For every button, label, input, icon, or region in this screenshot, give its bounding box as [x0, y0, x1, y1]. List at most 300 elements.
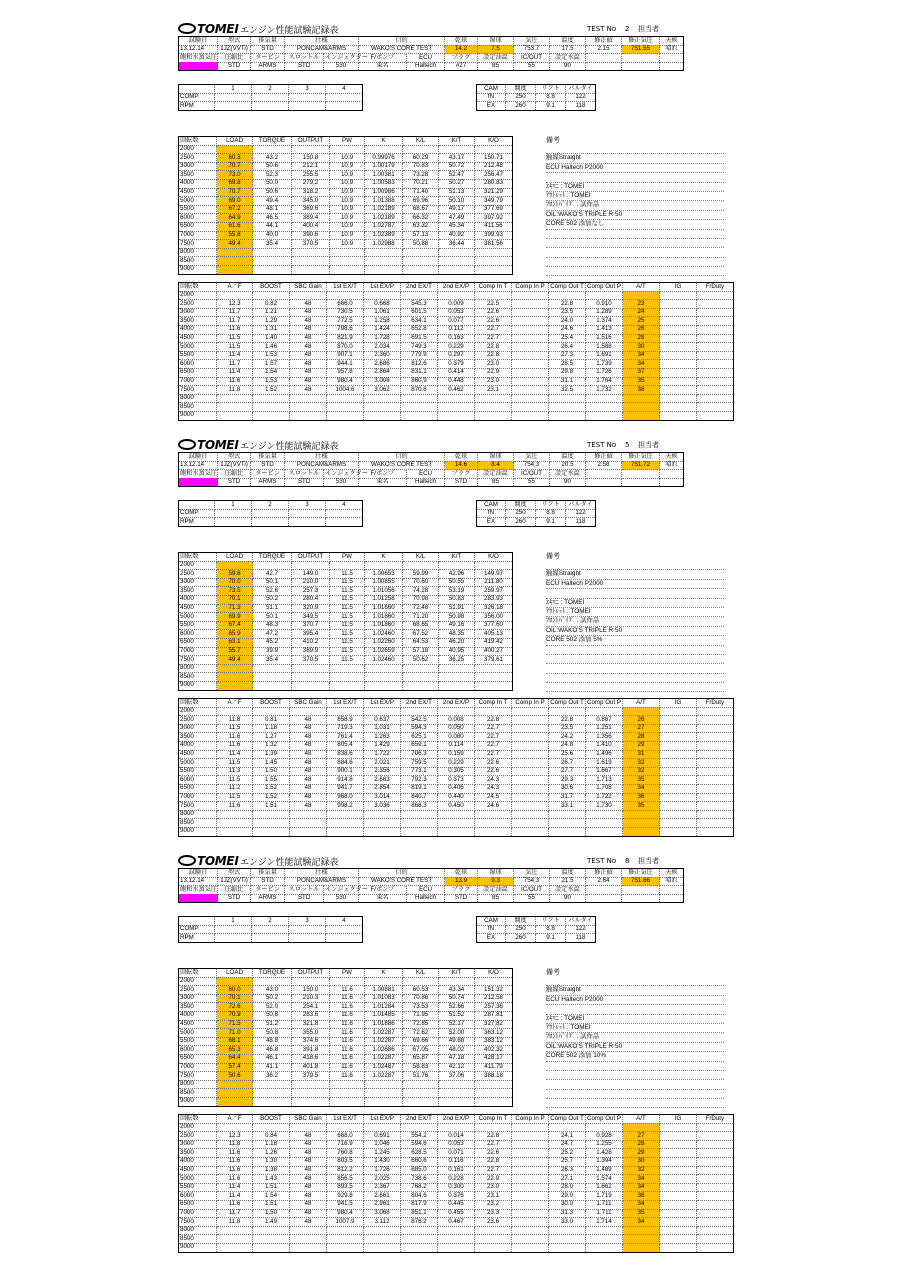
performance-cell: 1.02260 [365, 638, 403, 647]
exhaust-cell [697, 300, 734, 309]
exhaust-cell: 0.867 [586, 716, 623, 725]
exhaust-cell: 48 [290, 377, 327, 386]
exhaust-row [179, 394, 734, 403]
exhaust-cell: 0.467 [438, 1218, 475, 1227]
empty-cell [365, 664, 403, 673]
performance-head-cell: K/L [403, 969, 439, 978]
note-line [546, 230, 724, 239]
rpm-cell: 5000 [179, 613, 217, 622]
exhaust-cell: 1.424 [364, 325, 401, 334]
exhaust-cell [697, 360, 734, 369]
info-value-cell: 13.12.14 [179, 45, 218, 54]
empty-cell [438, 1226, 475, 1235]
empty-cell [253, 291, 290, 300]
info-header-cell: 気圧 [514, 869, 550, 878]
empty-cell [327, 827, 364, 836]
exhaust-cell: 1.394 [586, 1157, 623, 1166]
exhaust-cell: 27.1 [549, 1175, 586, 1184]
exhaust-cell [660, 793, 697, 802]
exhaust-cell: 1.516 [586, 334, 623, 343]
exhaust-cell: 22.8 [475, 343, 512, 352]
exhaust-cell: 22.7 [475, 1166, 512, 1175]
exhaust-cell: 0.163 [438, 334, 475, 343]
performance-cell: 1.00653 [365, 570, 403, 579]
exhaust-cell: 11.7 [217, 1209, 253, 1218]
exhaust-cell: 24.0 [549, 317, 586, 326]
empty-cell [475, 248, 513, 257]
exhaust-cell [660, 351, 697, 360]
performance-cell: 10.9 [330, 222, 365, 231]
exhaust-head-cell: IG [660, 1115, 697, 1124]
performance-row [179, 1089, 513, 1098]
performance-cell: 1.02787 [365, 222, 403, 231]
exhaust-cell: 1.708 [586, 784, 623, 793]
performance-cell: 11.5 [330, 595, 365, 604]
comp-row [179, 518, 363, 527]
document-title: エンジン性能試験記録表 [240, 858, 339, 868]
performance-cell: 49.17 [439, 205, 475, 214]
empty-cell [586, 1226, 623, 1235]
empty-cell [403, 977, 439, 986]
exhaust-cell: 594.3 [401, 724, 438, 733]
rpm-cell: 6000 [179, 1192, 217, 1201]
exhaust-cell: 2.360 [364, 351, 401, 360]
exhaust-cell: 1.18 [253, 724, 290, 733]
exhaust-cell: 25.7 [549, 1157, 586, 1166]
rpm-cell: 7500 [179, 1072, 217, 1081]
cylinder-number: 3 [289, 917, 326, 926]
exhaust-row [179, 317, 734, 326]
info-spec-value-cell: 55 [514, 478, 550, 487]
info-spec-value-cell: 530 [324, 478, 359, 487]
empty-cell [365, 681, 403, 690]
performance-row [179, 613, 513, 622]
performance-cell: 43.34 [439, 986, 475, 995]
rpm-cell: 3500 [179, 733, 217, 742]
info-spec-value-cell: STD [285, 478, 324, 487]
performance-cell: 39.9 [253, 647, 292, 656]
performance-cell: 60.0 [217, 986, 253, 995]
exhaust-cell [697, 750, 734, 759]
empty-cell [439, 1080, 475, 1089]
exhaust-cell: 0.229 [438, 343, 475, 352]
exhaust-head-cell: Comp In P [512, 1115, 549, 1124]
empty-cell [253, 707, 290, 716]
comp-row [179, 93, 363, 102]
exhaust-cell [660, 741, 697, 750]
exhaust-cell: 1.713 [586, 776, 623, 785]
performance-row [179, 231, 513, 240]
performance-cell: 10.9 [330, 188, 365, 197]
empty-cell [512, 1226, 549, 1235]
exhaust-cell: 29.8 [549, 368, 586, 377]
exhaust-cell: 29.3 [549, 776, 586, 785]
empty-cell [475, 1235, 512, 1244]
note-line [546, 1071, 724, 1080]
exhaust-cell: 26 [623, 325, 660, 334]
exhaust-cell [660, 802, 697, 811]
cam-cell: 260 [506, 518, 536, 527]
exhaust-cell: 11.6 [217, 325, 253, 334]
exhaust-row [179, 784, 734, 793]
exhaust-cell: 1.496 [586, 750, 623, 759]
rpm-cell: 7000 [179, 647, 217, 656]
exhaust-cell: 0.81 [253, 716, 290, 725]
info-value-cell: PONCAM&ARMS [285, 877, 359, 886]
exhaust-cell: 29.0 [549, 1192, 586, 1201]
empty-cell [253, 810, 290, 819]
exhaust-cell: 1.489 [586, 1166, 623, 1175]
exhaust-cell: 1004.6 [327, 386, 364, 395]
empty-cell [586, 707, 623, 716]
exhaust-cell [697, 724, 734, 733]
cam-head-cell: CAM [477, 917, 506, 926]
exhaust-cell: 23.5 [549, 724, 586, 733]
exhaust-cell: 893.5 [327, 1183, 364, 1192]
exhaust-head-cell: 2nd EX/P [438, 699, 475, 708]
performance-head-cell: K [365, 969, 403, 978]
info-value-cell: 晴れ [660, 45, 684, 54]
sheet-header [178, 438, 723, 452]
empty-cell [252, 102, 289, 111]
exhaust-head-cell: 回転数 [179, 699, 217, 708]
exhaust-row [179, 403, 734, 412]
empty-cell [401, 394, 438, 403]
cylinder-number: 2 [252, 917, 289, 926]
info-spec-header-cell: ECU [407, 54, 445, 63]
performance-cell: 41.1 [253, 1063, 292, 1072]
exhaust-row [179, 1183, 734, 1192]
cam-head-cell: 開度 [506, 501, 536, 510]
empty-cell [292, 664, 330, 673]
empty-cell [475, 819, 512, 828]
empty-cell [660, 394, 697, 403]
info-value-cell: 751.72 [622, 461, 660, 470]
exhaust-cell: 760.8 [327, 1149, 364, 1158]
rpm-cell: 2000 [179, 977, 217, 986]
performance-cell: 73.0 [217, 171, 253, 180]
exhaust-cell [512, 1218, 549, 1227]
exhaust-cell [697, 317, 734, 326]
note-line [546, 1099, 724, 1108]
exhaust-row [179, 377, 734, 386]
empty-cell [253, 145, 292, 154]
performance-head-cell: PW [330, 969, 365, 978]
exhaust-cell: 3.068 [364, 1209, 401, 1218]
cam-head-cell: リフト [536, 85, 566, 94]
exhaust-cell [512, 733, 549, 742]
performance-cell: 150.8 [292, 154, 330, 163]
exhaust-cell: 30.0 [549, 1200, 586, 1209]
performance-row [179, 673, 513, 682]
empty-cell [660, 54, 684, 63]
empty-cell [364, 394, 401, 403]
exhaust-cell: 22.6 [475, 317, 512, 326]
exhaust-cell: 1.258 [364, 317, 401, 326]
performance-cell: 48.8 [253, 1037, 292, 1046]
exhaust-cell: 0.161 [438, 1166, 475, 1175]
empty-cell [512, 394, 549, 403]
cam-cell: 250 [506, 93, 536, 102]
empty-cell [660, 1235, 697, 1244]
rpm-cell: 9000 [179, 681, 217, 690]
performance-head-cell: TORQUE [253, 137, 292, 146]
logo-ring-icon [178, 855, 196, 866]
empty-cell [401, 707, 438, 716]
performance-cell: 50.83 [439, 595, 475, 604]
exhaust-cell [697, 343, 734, 352]
exhaust-cell [512, 750, 549, 759]
performance-row [179, 1029, 513, 1038]
exhaust-cell: 27 [623, 724, 660, 733]
performance-cell: 11.6 [330, 1063, 365, 1072]
performance-head-cell: K [365, 553, 403, 562]
exhaust-cell: 1.726 [586, 368, 623, 377]
empty-cell [586, 819, 623, 828]
exhaust-cell: 24.8 [549, 741, 586, 750]
performance-cell: 57.13 [403, 231, 439, 240]
performance-cell: 55.8 [217, 231, 253, 240]
cam-head-cell: バルタイ [566, 85, 596, 94]
empty-cell [253, 1243, 290, 1252]
exhaust-cell: 27 [623, 1132, 660, 1141]
rpm-cell: 2500 [179, 570, 217, 579]
exhaust-cell [697, 1209, 734, 1218]
info-spec-value-cell: STD [445, 894, 478, 903]
exhaust-row [179, 1166, 734, 1175]
performance-head-cell: K/O [475, 137, 513, 146]
empty-cell [623, 1243, 660, 1252]
exhaust-cell: 48 [290, 793, 327, 802]
exhaust-head-cell: 1st EX/P [364, 1115, 401, 1124]
performance-cell: 68.1 [217, 1037, 253, 1046]
performance-cell: 280.83 [475, 179, 513, 188]
exhaust-cell [512, 377, 549, 386]
info-value-cell: 1JZ(VVTi) [218, 877, 251, 886]
performance-cell: 50.2 [253, 994, 292, 1003]
performance-cell: 10.9 [330, 171, 365, 180]
empty-cell [512, 411, 549, 420]
tomei-logo [178, 854, 239, 868]
exhaust-row [179, 1200, 734, 1209]
exhaust-cell: 792.3 [401, 776, 438, 785]
empty-cell [586, 810, 623, 819]
empty-cell [660, 886, 684, 895]
exhaust-cell: 840.7 [401, 793, 438, 802]
rpm-cell: 8000 [179, 394, 217, 403]
empty-cell [290, 707, 327, 716]
exhaust-row [179, 767, 734, 776]
exhaust-cell: 1.428 [586, 1149, 623, 1158]
performance-cell: 49.4 [217, 656, 253, 665]
exhaust-cell: 1.29 [253, 317, 290, 326]
note-line [546, 589, 724, 598]
rpm-cell: 4000 [179, 595, 217, 604]
exhaust-cell: 22.6 [475, 767, 512, 776]
exhaust-row [179, 776, 734, 785]
empty-cell [403, 673, 439, 682]
comp-row-label: RPM [179, 518, 215, 527]
empty-cell [438, 1123, 475, 1132]
exhaust-cell [512, 1157, 549, 1166]
performance-cell: 36.2 [253, 1072, 292, 1081]
empty-cell [217, 257, 253, 266]
info-header-cell: 型式 [218, 869, 251, 878]
exhaust-cell: 31.7 [549, 793, 586, 802]
exhaust-cell [697, 334, 734, 343]
exhaust-cell: 0.691 [364, 1132, 401, 1141]
info-spec-value-row [179, 62, 684, 71]
performance-cell: 51.1 [253, 604, 292, 613]
exhaust-cell: 34 [623, 1218, 660, 1227]
notes-title: 備考 [546, 136, 560, 144]
exhaust-cell: 22.7 [475, 1140, 512, 1149]
exhaust-head-cell: SBC Gain [290, 1115, 327, 1124]
performance-cell: 50.8 [253, 1011, 292, 1020]
rpm-cell: 4500 [179, 1020, 217, 1029]
performance-cell: 71.95 [403, 1011, 439, 1020]
empty-cell [327, 1123, 364, 1132]
info-header-cell: 天候 [660, 869, 684, 878]
performance-cell: 73.28 [403, 171, 439, 180]
empty-cell [292, 265, 330, 274]
empty-cell [217, 394, 253, 403]
performance-cell: 345.0 [292, 197, 330, 206]
empty-cell [364, 291, 401, 300]
performance-row [179, 578, 513, 587]
info-header-cell: 温度 [550, 453, 586, 462]
empty-cell [623, 403, 660, 412]
empty-cell [292, 248, 330, 257]
rpm-cell: 3000 [179, 994, 217, 1003]
empty-cell [217, 561, 253, 570]
exhaust-cell: 0.229 [438, 759, 475, 768]
cam-cell: IN [477, 93, 506, 102]
empty-cell [586, 827, 623, 836]
exhaust-cell [512, 325, 549, 334]
performance-cell: 389.4 [292, 214, 330, 223]
info-value-cell: PONCAM&ARMS [285, 45, 359, 54]
empty-cell [253, 673, 292, 682]
exhaust-head-cell: A/T [623, 699, 660, 708]
exhaust-cell: 812.6 [401, 360, 438, 369]
note-line: CORE 502 添加 10% [546, 1052, 724, 1061]
empty-cell [623, 394, 660, 403]
tanto-label: 担当者 [638, 857, 660, 865]
empty-cell [549, 1235, 586, 1244]
empty-cell [697, 827, 734, 836]
performance-cell: 67.52 [403, 630, 439, 639]
exhaust-cell: 812.2 [327, 1166, 364, 1175]
exhaust-cell [512, 1175, 549, 1184]
empty-cell [549, 411, 586, 420]
empty-cell [512, 827, 549, 836]
performance-head-cell: LOAD [217, 969, 253, 978]
note-line [546, 664, 724, 673]
rpm-cell: 8000 [179, 810, 217, 819]
exhaust-cell: 851.1 [401, 1209, 438, 1218]
exhaust-cell: 22.8 [475, 716, 512, 725]
exhaust-cell: 22.7 [475, 334, 512, 343]
cam-cell: 250 [506, 925, 536, 934]
empty-cell [549, 1226, 586, 1235]
empty-cell [290, 819, 327, 828]
note-line [546, 1062, 724, 1071]
comp-head-row [179, 917, 363, 926]
empty-cell [365, 145, 403, 154]
empty-cell [660, 470, 684, 479]
info-spec-header-cell: F/ポンプ [359, 470, 407, 479]
rpm-cell: 8500 [179, 819, 217, 828]
info-spec-value-cell: ARMS [251, 478, 285, 487]
empty-cell [439, 1089, 475, 1098]
performance-cell: 49.16 [439, 621, 475, 630]
performance-cell: 48.35 [439, 630, 475, 639]
empty-cell [364, 1123, 401, 1132]
note-line: OIL:WAKO'S TRIPLE R 50 [546, 1043, 724, 1052]
performance-cell: 1.01056 [365, 587, 403, 596]
performance-row [179, 647, 513, 656]
performance-row [179, 621, 513, 630]
empty-cell [660, 1226, 697, 1235]
info-spec-header-cell: 圧縮比 [218, 54, 251, 63]
exhaust-cell [697, 351, 734, 360]
empty-cell [438, 403, 475, 412]
rpm-cell: 6000 [179, 214, 217, 223]
performance-cell: 11.6 [330, 1054, 365, 1063]
empty-cell [289, 934, 326, 943]
empty-cell [623, 707, 660, 716]
performance-row [179, 656, 513, 665]
empty-cell [475, 257, 513, 266]
empty-cell [292, 1080, 330, 1089]
cam-head-cell: 開度 [506, 85, 536, 94]
cam-row [477, 93, 596, 102]
exhaust-head-cell: 1st EX/P [364, 699, 401, 708]
exhaust-cell: 1.30 [253, 1157, 290, 1166]
exhaust-cell: 48 [290, 776, 327, 785]
empty-cell [622, 62, 660, 71]
cam-cell: 122 [566, 509, 596, 518]
performance-cell: 52.17 [439, 1020, 475, 1029]
note-line [546, 173, 724, 182]
empty-cell [438, 1235, 475, 1244]
empty-cell [439, 561, 475, 570]
info-spec-header-cell: 圧縮比 [218, 886, 251, 895]
empty-cell [365, 1097, 403, 1106]
empty-cell [549, 827, 586, 836]
empty-cell [326, 518, 363, 527]
exhaust-cell: 48 [290, 1149, 327, 1158]
exhaust-cell [512, 1192, 549, 1201]
exhaust-cell: 22.6 [475, 1149, 512, 1158]
exhaust-cell: 27.7 [549, 767, 586, 776]
exhaust-cell: 2.356 [364, 767, 401, 776]
rpm-cell: 8500 [179, 1235, 217, 1244]
exhaust-cell [660, 377, 697, 386]
info-header-cell: 温度 [550, 869, 586, 878]
rpm-cell: 2000 [179, 1123, 217, 1132]
performance-cell: 70.83 [403, 162, 439, 171]
empty-cell [292, 145, 330, 154]
rpm-cell: 5500 [179, 767, 217, 776]
performance-cell: 47.18 [439, 1054, 475, 1063]
exhaust-cell [660, 334, 697, 343]
cam-cell: 9.1 [536, 934, 566, 943]
exhaust-cell: 11.5 [217, 759, 253, 768]
exhaust-cell: 0.637 [364, 716, 401, 725]
empty-cell [253, 1097, 292, 1106]
